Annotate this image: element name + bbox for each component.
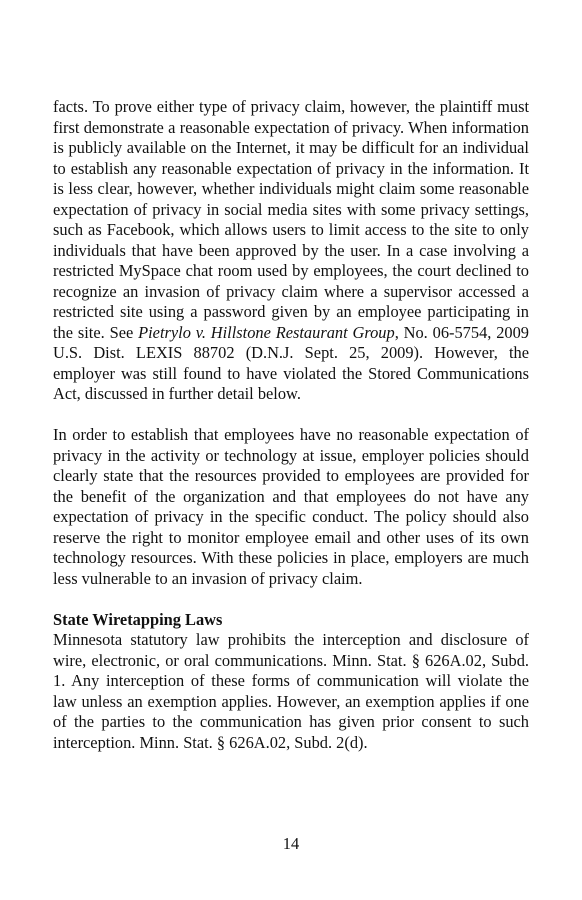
case-citation: Pietrylo v. Hillstone Restaurant Group (138, 322, 395, 342)
paragraph-wiretapping-law: Minnesota statutory law prohibits the interception and disclosure of wire, electronic, or oral communications. Minn. Stat. § 626A.02, Subd. 1. Any interception of these forms of communication will violate the law unless an exemption applies. However, an exemption applies if one of the parties to the communication has given prior consent to such interception. Minn. Stat. § 626A.02, Subd. 2(d). (53, 630, 529, 752)
paragraph-employer-policies: In order to establish that employees have no reasonable expectation of privacy in the activity or technology at issue, employer policies should clearly state that the resources provided to employees are provided for the benefit of the organization and that employees do not have any expectation of privacy in the specific conduct. The policy should also reserve the right to monitor employee email and other uses of its own technology resources. With these policies in place, employers are much less vulnerable to an invasion of privacy claim. (53, 425, 529, 588)
section-heading: State Wiretapping Laws (53, 609, 223, 629)
paragraph-text-continued: , No. 06-5754, 2009 U.S. Dist. LEXIS 88702 (D.N.J. Sept. 25, 2009). However, the employer was still found to have violated the Stored Communications Act, discussed in further detail below. (53, 322, 529, 403)
paragraph-text: facts. To prove either type of privacy claim, however, the plaintiff must first demonstrate a reasonable expectation of privacy. When information is publicly available on the Internet, it may be difficult for an individual to establish any reasonable expectation of privacy in the information. It is less clear, however, whether individuals might claim some reasonable expectation of privacy in social media sites with some privacy settings, such as Facebook, which allows users to limit access to the site to only individuals that have been approved by the user. In a case involving a restricted MySpace chat room used by employees, the court declined to recognize an invasion of privacy claim where a supervisor accessed a restricted site using a password given by an employee participating in the site. See (53, 97, 529, 342)
page-body (53, 97, 529, 753)
page-number: 14 (282, 834, 300, 853)
paragraph-privacy-expectation (53, 97, 529, 405)
